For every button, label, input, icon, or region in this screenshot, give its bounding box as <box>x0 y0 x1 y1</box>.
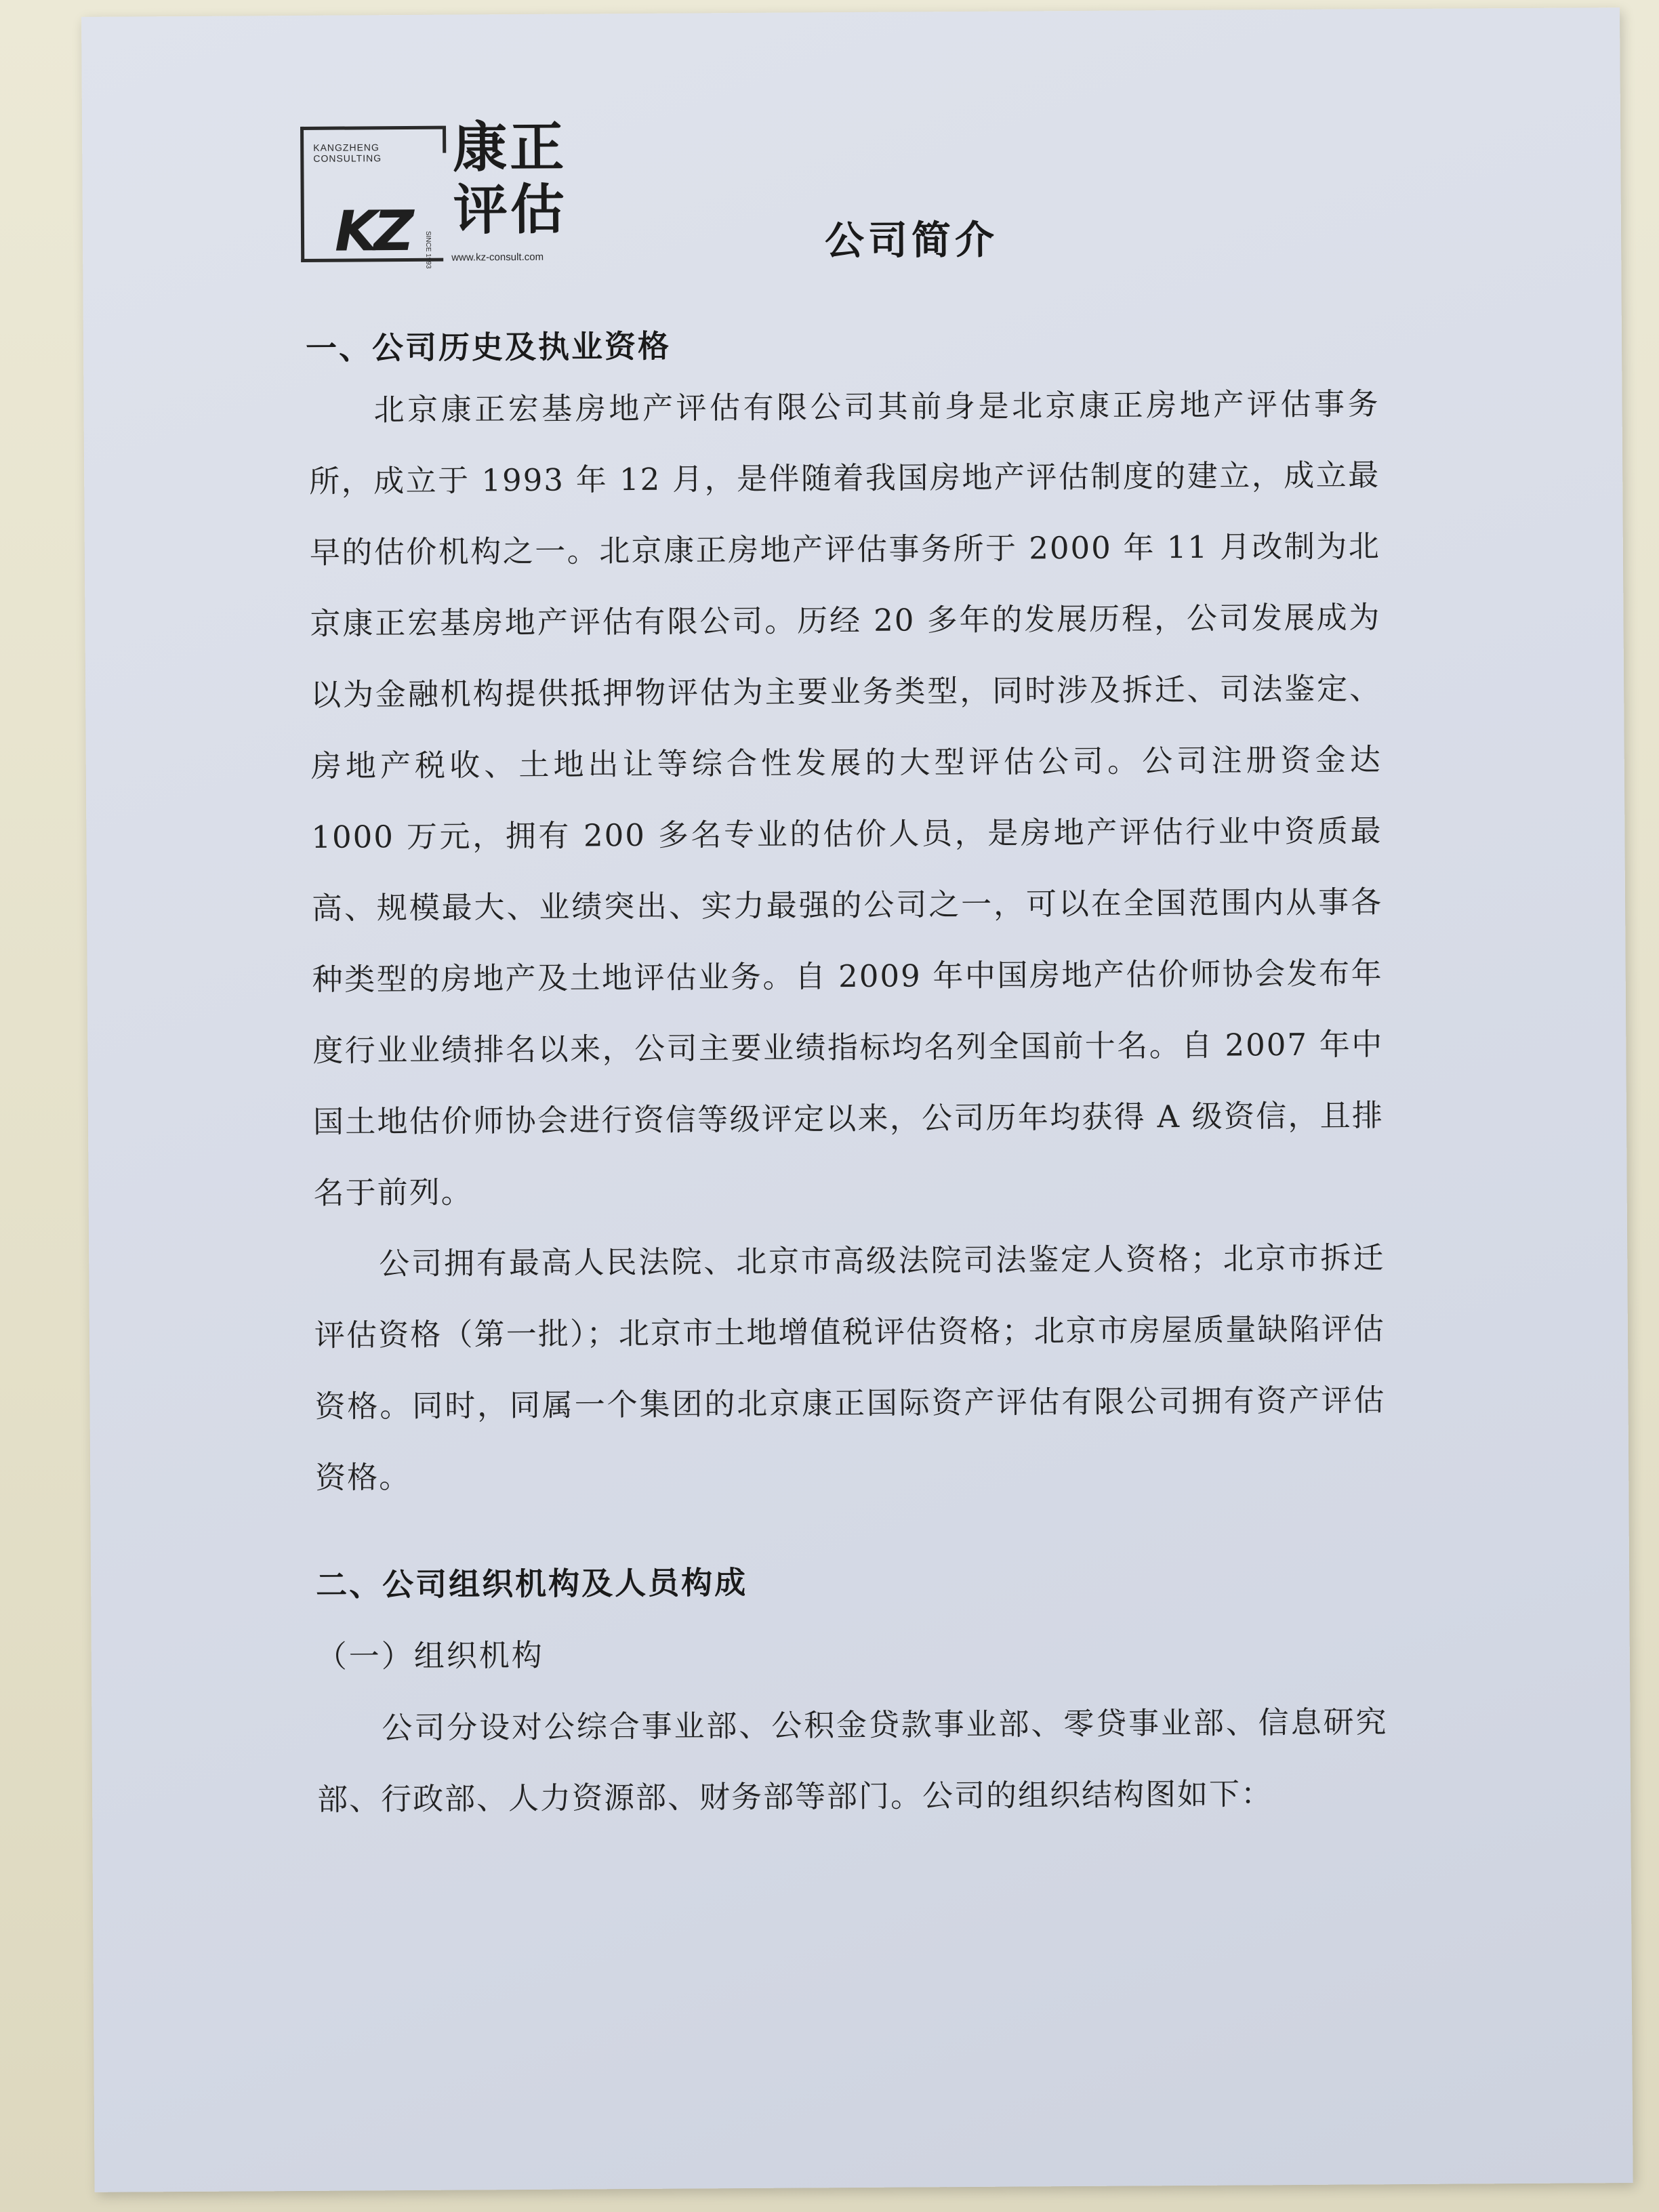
company-logo <box>300 115 606 273</box>
document-page <box>81 7 1633 2192</box>
logo-frame <box>300 126 443 269</box>
logo-url: www.kz-consult.com <box>451 251 544 264</box>
section-1-heading: 一、公司历史及执业资格 <box>305 327 672 367</box>
section-2-subheading: （一）组织机构 <box>316 1637 544 1675</box>
section-1-paragraph-2: 公司拥有最高人民法院、北京市高级法院司法鉴定人资格；北京市拆迁评估资格（第一批）；北京市土地增值税评估资格；北京市房屋质量缺陷评估资格。同时，同属一个集团的北京康正国际资产评估有限公司拥有资产评估资格。 <box>314 1240 1386 1496</box>
logo-kz-mark: KZ <box>334 199 411 264</box>
section-2-paragraph-1: 公司分设对公综合事业部、公积金贷款事业部、零贷事业部、信息研究部、行政部、人力资源部、财务部等部门。公司的组织结构图如下： <box>316 1704 1388 1818</box>
logo-english-name: KANGZHENG CONSULTING <box>313 142 382 164</box>
section-2-heading: 二、公司组织机构及人员构成 <box>315 1563 748 1603</box>
section-1-paragraph-1: 北京康正宏基房地产评估有限公司其前身是北京康正房地产评估事务所，成立于 1993 年 12 月，是伴随着我国房地产评估制度的建立，成立最早的估价机构之一。北京康正房地产评估事务所于 2000 年 11 月改制为北京康正宏基房地产评估有限公司。历经 20 多年的发展历程，公司发展成为以为金融机构提供抵押物评估为主要业务类型，同时涉及拆迁、司法鉴定、房地产税收、土地出让等综合性发展的大型评估公司。公司注册资金达 1000 万元，拥有 200 多名专业的估价人员，是房地产评估行业中资质最高、规模最大、业绩突出、实力最强的公司之一，可以在全国范围内从事各种类型的房地产及土地评估业务。自 2009 年中国房地产估价师协会发布年度行业业绩排名以来，公司主要业绩指标均名列全国前十名。自 2007 年中国土地估价师协会进行资信等级评定以来，公司历年均获得 A 级资信，且排名于前列。 <box>309 386 1385 1211</box>
logo-chinese-name: 康正 评估 <box>452 115 568 242</box>
document-title: 公司简介 <box>824 216 999 264</box>
logo-since-text: SINCE 1993 <box>424 230 432 269</box>
